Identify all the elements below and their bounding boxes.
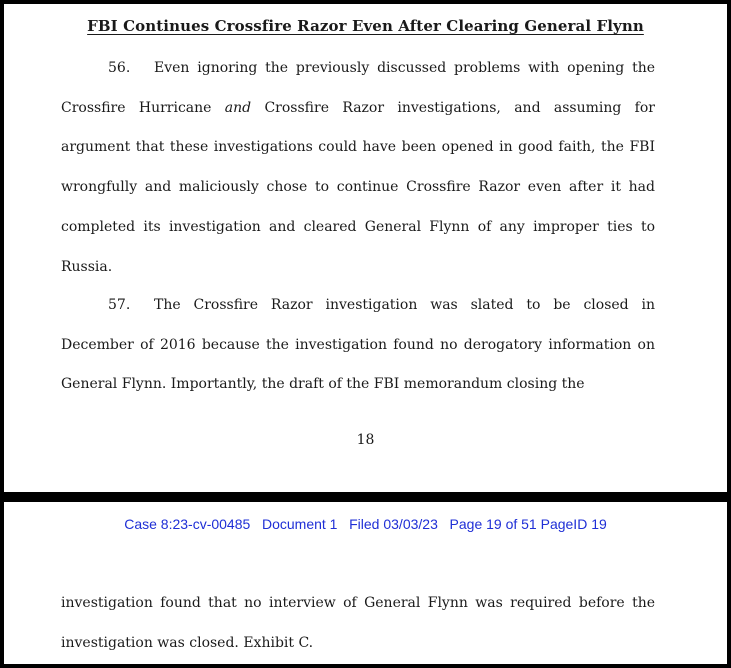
page-id: PageID 19 — [540, 516, 607, 532]
paragraph-57 — [61, 286, 655, 405]
paragraph-number: 56. — [108, 60, 131, 76]
paragraph-text: Crossfire Razor investigations, and assuming for argument that these investigations could have been opened in good faith, the FBI wrongfully and maliciously chose to continue Crossfire Razor even after it had completed its investigation and cleared General Flynn of any improper ties to Russia. — [61, 99, 655, 275]
document-page-19 — [4, 502, 727, 664]
court-filing-header — [4, 516, 727, 532]
page-number: 18 — [356, 432, 375, 448]
paragraph-italic-text: and — [224, 99, 252, 116]
paragraph-text: Even ignoring the previously discussed problems with opening the Crossfire Hurricane — [61, 60, 655, 116]
section-heading: FBI Continues Crossfire Razor Even After Clearing General Flynn — [87, 17, 644, 35]
page-count: Page 19 of 51 — [449, 516, 537, 532]
document-page-18 — [4, 4, 727, 492]
paragraph-56 — [61, 49, 655, 287]
paragraph-number: 57. — [108, 297, 131, 313]
paragraph-text: The Crossfire Razor investigation was slated to be closed in December of 2016 because the investigation found no derogatory information on General Flynn. Importantly, the draft of the FBI memorandum closing the — [61, 297, 655, 393]
paragraph-continuation: investigation found that no interview of General Flynn was required before the investigation was closed. Exhibit C. — [61, 595, 655, 651]
filed-date: Filed 03/03/23 — [349, 516, 438, 532]
case-number: Case 8:23-cv-00485 — [124, 516, 251, 532]
document-number: Document 1 — [261, 516, 338, 532]
